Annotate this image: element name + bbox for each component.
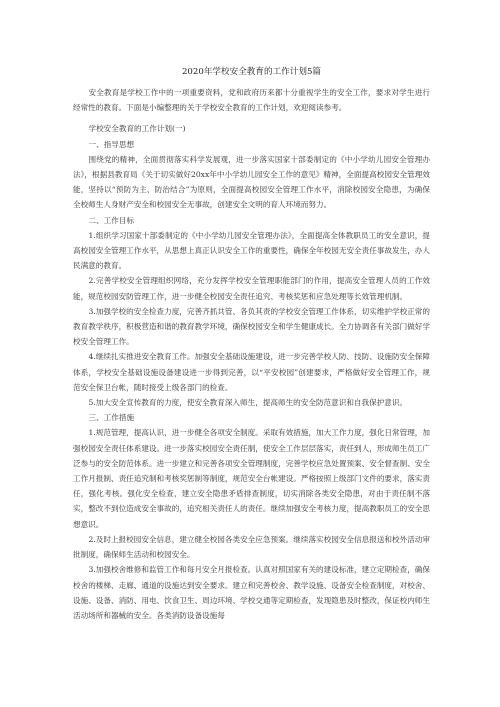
goal-item-4: 4.继续扎实推进安全教育工作。加强安全基础设施建设，进一步完善学校人防、技防、设施防安全保障体系，学校安全基础设施设备建设进一步得到完善，以“平安校园”创建要求，严格做好安全管理工作，规范安全保卫台帐，随时接受上级各部门的检查。 <box>73 352 430 392</box>
goal-item-2: 2.完善学校安全管理组织网络，充分发挥学校安全管理职能部门的作用，提高安全管理人员的工作效能，规范校园安防管理工作，进一步健全校园安全责任追究、考核奖惩和应急处理等长效管理机制。 <box>73 276 430 301</box>
measure-item-3: 3.加强校舍维修和监管工作和每月安全月报检查。认真对照国家有关的建设标准，建立定期检查，确保校舍的楼梯、走廊、通道的设施达到安全要求。建立和完善校舍、教学设施、设备安全检查制度，对校舍、设施、设备、消防、用电、饮食卫生、周边环境、学校交通等定期检查，发现隐患及时整改，保证校内师生活动场所和器械的安全。各类消防设备设施每 <box>73 565 430 620</box>
heading-work-goals: 二、工作目标 <box>88 215 135 225</box>
document-title: 2020年学校安全教育的工作计划5篇 <box>181 67 322 77</box>
section-title: 学校安全教育的工作计划(一) <box>88 124 186 134</box>
paragraph-guiding-thought: 围绕党的精神，全面贯彻落实科学发展观，进一步落实国家十部委制定的《中小学幼儿园安全管理办法》，根据县教育局《关于切实做好20xx年中小学幼儿园安全工作的意见》精神，全面提高校园安全管理效能，坚持以“预防为主、防治结合”为原则，全面提高校园安全管理工作水平，消除校园安全隐患，为确保全校师生人身财产安全和校园安全无事故，创建安全文明的育人环境而努力。 <box>73 154 430 210</box>
measure-item-1: 1.规范管理，提高认识，进一步健全各项安全制度。采取有效措施，加大工作力度，强化日常管理，加强校园安全责任体系建设。进一步落实校园安全责任制，使安全工作层层落实，责任到人，形成师生员工广泛参与的安全防范体系。进一步建立和完善各项安全管理制度，完善学校应急处置预案、安全督查制、安全工作月报制、责任追究制和考核奖惩制等制度，规范安全台帐建设。严格按照上级部门文件的要求，落实责任，强化考核。强化安全检查，建立安全隐患矛盾排查制度，切实消除各类安全隐患，对由于责任制不落实，整改不到位造成安全事故的，追究相关责任人的责任。继续加强安全考核力度，提高教职员工的安全思想意识。 <box>73 428 430 529</box>
measure-item-2: 2.及时上报校园安全信息，建立健全校园各类安全应急预案。继续落实校园安全信息报送和校外活动审批制度，确保师生活动和校园安全。 <box>73 534 430 560</box>
intro-paragraph: 安全教育是学校工作中的一项重要资料，党和政府历来都十分重视学生的安全工作，要求对学生进行经常性的教育。下面是小编整理的关于学校安全教育的工作计划，欢迎阅读参考。 <box>73 88 430 113</box>
goal-item-5: 5.加大安全宣传教育的力度，使安全教育深入师生，提高师生的安全防范意识和自我保护意识。 <box>88 398 408 408</box>
heading-work-measures: 三、工作措施 <box>88 413 135 423</box>
goal-item-1: 1.组织学习国家十部委制定的《中小学幼儿园安全管理办法》，全面提高全体教职员工的安全意识，提高校园安全管理工作水平，从思想上真正认识安全工作的重要性，确保全年校园无安全责任事故发生，办人民满意的教育。 <box>73 230 430 271</box>
heading-guiding-thought: 一、指导思想 <box>88 139 135 149</box>
goal-item-3: 3.加强学校的安全检查力度，完善齐抓共管、各负其责的学校安全管理工作体系，切实维护学校正常的教育教学秩序，积极营造和谐的教育教学环境，确保校园安全和学生健康成长。全力协调各有关部门做好学校安全管理工作。 <box>73 306 430 347</box>
